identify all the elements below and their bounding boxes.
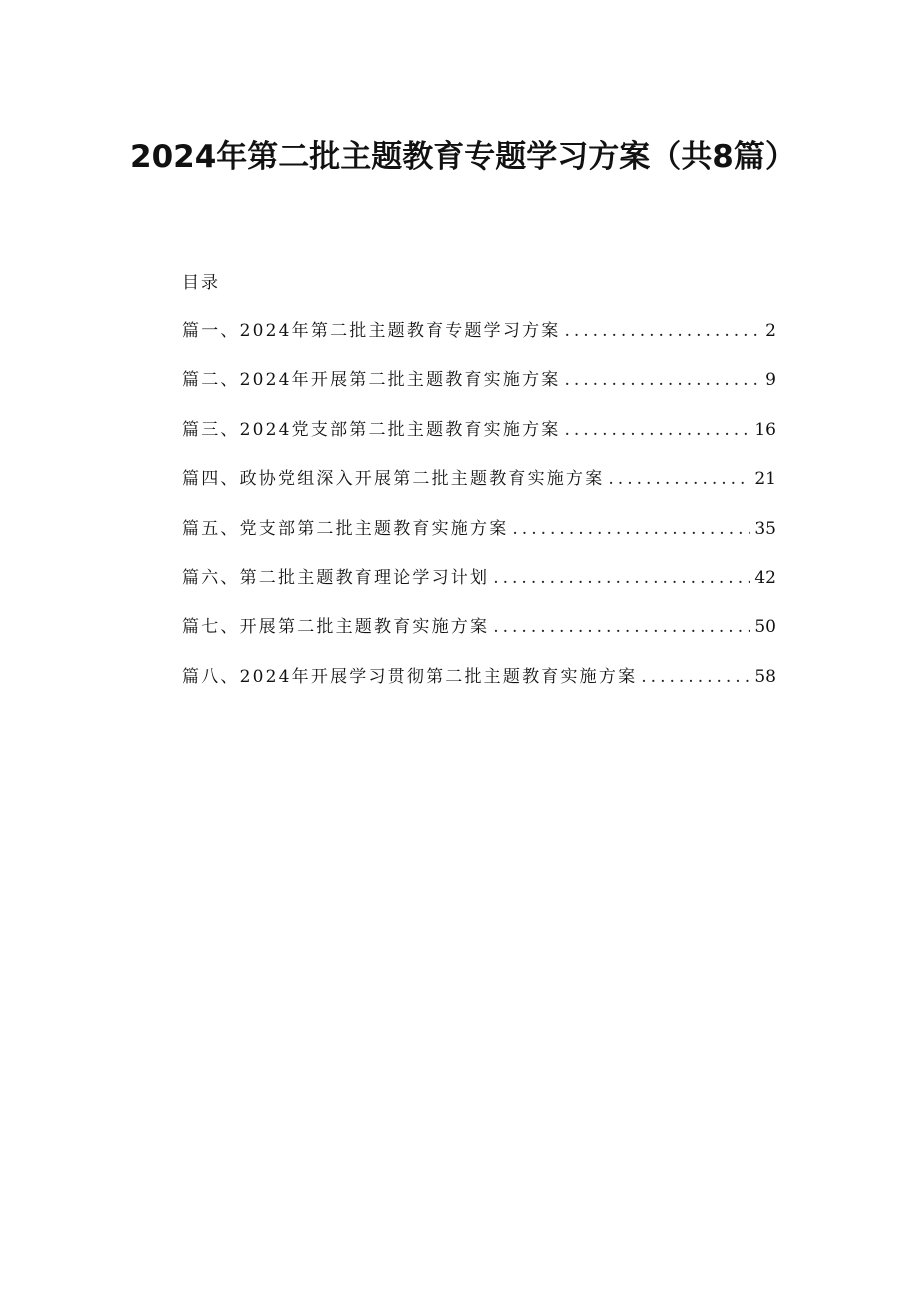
toc-dot-leader	[493, 614, 750, 640]
toc-item[interactable]	[182, 367, 776, 416]
toc-item-label: 篇三、2024党支部第二批主题教育实施方案	[182, 419, 561, 440]
table-of-contents	[182, 318, 776, 713]
toc-item-label: 篇五、党支部第二批主题教育实施方案	[182, 518, 509, 539]
toc-item-page: 58	[754, 666, 776, 687]
toc-item-page: 42	[754, 567, 776, 588]
toc-item-page: 35	[754, 518, 776, 539]
toc-item-label: 篇八、2024年开展学习贯彻第二批主题教育实施方案	[182, 666, 638, 687]
toc-item-page: 9	[765, 370, 776, 391]
toc-item-page: 21	[754, 469, 776, 490]
toc-heading: 目录	[182, 273, 220, 293]
toc-dot-leader	[512, 516, 750, 542]
toc-item[interactable]	[182, 318, 776, 367]
toc-item[interactable]	[182, 466, 776, 515]
toc-dot-leader	[493, 565, 750, 591]
toc-item-label: 篇七、开展第二批主题教育实施方案	[182, 617, 490, 638]
toc-dot-leader	[641, 664, 750, 690]
toc-dot-leader	[608, 466, 750, 492]
toc-item-label: 篇六、第二批主题教育理论学习计划	[182, 567, 490, 588]
toc-dot-leader	[564, 318, 761, 344]
toc-item[interactable]	[182, 516, 776, 565]
toc-item[interactable]	[182, 417, 776, 466]
toc-dot-leader	[564, 367, 761, 393]
toc-item-page: 2	[765, 321, 776, 341]
toc-item[interactable]	[182, 664, 776, 713]
document-title: 2024年第二批主题教育专题学习方案（共8篇）	[130, 139, 796, 175]
toc-item-label: 篇二、2024年开展第二批主题教育实施方案	[182, 370, 561, 391]
toc-item-label: 篇四、政协党组深入开展第二批主题教育实施方案	[182, 469, 605, 490]
toc-item[interactable]	[182, 565, 776, 614]
toc-item[interactable]	[182, 614, 776, 663]
toc-item-page: 16	[754, 419, 776, 440]
toc-dot-leader	[564, 417, 750, 443]
toc-item-page: 50	[754, 617, 776, 638]
toc-item-label: 篇一、2024年第二批主题教育专题学习方案	[182, 321, 561, 341]
